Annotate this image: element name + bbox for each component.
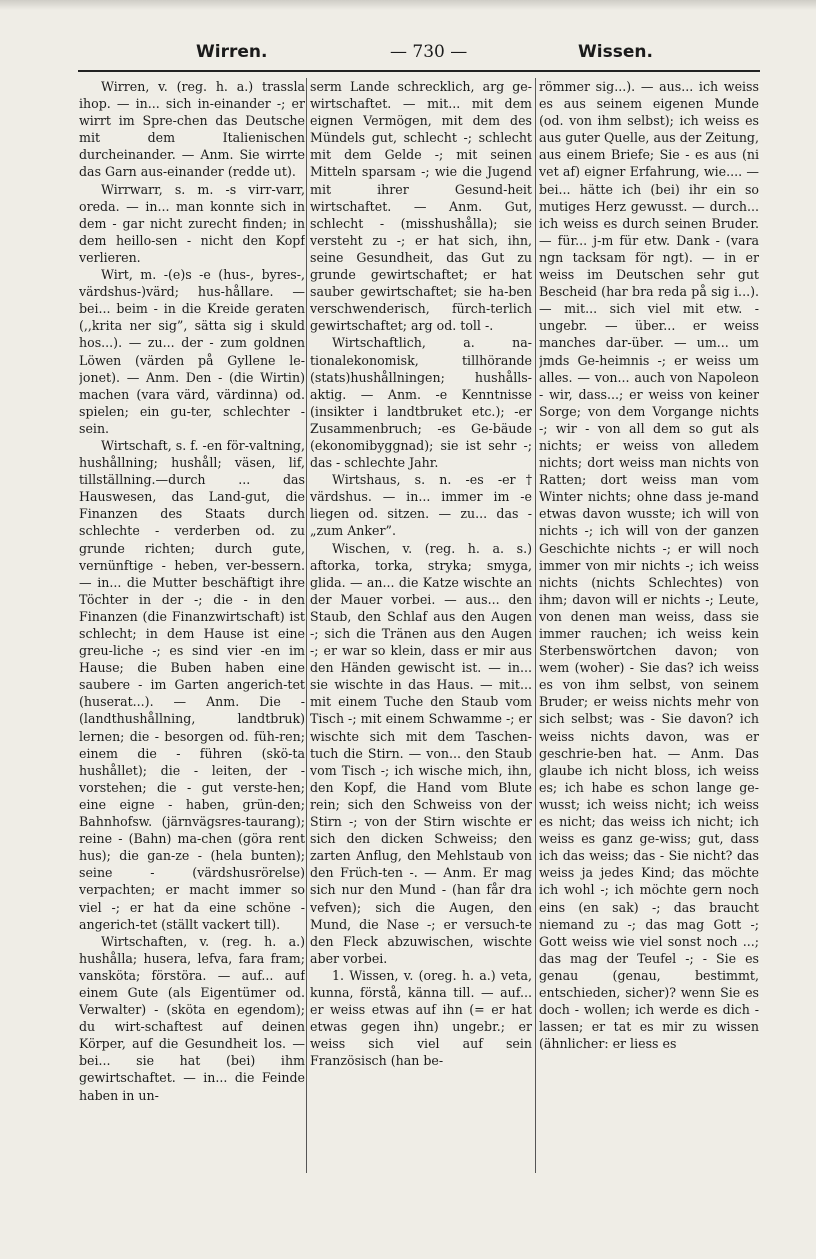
column-3	[539, 78, 759, 1178]
page-header	[60, 36, 770, 70]
column-divider	[535, 78, 536, 1173]
dictionary-entry: 1. Wissen, v. (oreg. h. a.) veta, kunna, förstå, känna till. — auf... er weiss etwas auf ihn (= er hat etwas gegen ihn) ungebr.; er weiss sich viel auf sein Französisch (han be-	[310, 967, 532, 1069]
header-right-guideword: Wissen.	[578, 42, 653, 62]
dictionary-entry: Wirtshaus, s. n. -es -er† värdshus. — in... immer im -e liegen od. sitzen. — zu... das - „zum Anker”.	[310, 472, 532, 539]
dictionary-entry: Wirtschaftlich, a. na-tionalekonomisk, tillhörande (stats)hushållningen; hushålls-aktig. — Anm. -e Kenntnisse (insikter i landtbruket etc.); -er Zusammenbruch; -es Ge-bäude (ekonomibyggnad); sie ist sehr -; das - schlechte Jahr.	[310, 335, 532, 471]
column-1	[79, 78, 305, 1178]
header-left-guideword: Wirren.	[196, 42, 268, 62]
dictionary-entry-continued: römmer sig...). — aus... ich weiss es aus seinem eigenen Munde (od. von ihm selbst); ich weiss es aus guter Quelle, aus der Zeitung, aus einem Briefe; Sie - es aus (ni vet af) eigner Erfahrung, wie.... — bei... hätte ich (bei) ihr ein so mutiges Herz gewusst. — durch... ich weiss es durch seinen Bruder. — für... j-m für etw. Dank - (vara ngn tacksam för ngt). — in er weiss im Deutschen sehr gut Bescheid (har bra reda på sig i...). — mit... sich viel mit etw. - ungebr. — über... er weiss manches dar-über. — um... um jmds Ge-heimnis -; er weiss um alles. — von... auch von Napoleon - wir, dass...; er weiss von keiner Sorge; von dem Vorgange nichts -; wir - von all dem so gut als nichts; er weiss von alledem nichts; dort weiss man nichts von Ratten; dort weiss man vom Winter nichts; ohne dass je-mand etwas davon wusste; ich will von nichts -; ich will von der ganzen Geschichte nichts -; er will noch immer von mir nichts -; ich weiss nichts (nichts Schlechtes) von ihm; davon will er nichts -; Leute, von denen man weiss, dass sie immer rauchen; ich weiss kein Sterbenswörtchen davon; von wem (woher) - Sie das? ich weiss es von ihm selbst, von seinem Bruder; er weiss nichts mehr von sich selbst; was - Sie davon? ich weiss nichts davon, was er geschrie-ben hat. — Anm. Das glaube ich nicht bloss, ich weiss es; ich habe es schon lange ge-wusst; ich weiss nicht; ich weiss es nicht; das weiss ich nicht; ich weiss es ganz ge-wiss; gut, dass ich das weiss; das - Sie nicht? das weiss ja jedes Kind; das möchte ich wohl -; ich möchte gern noch eins (en sak) -; das braucht niemand zu -; das mag Gott -; Gott weiss wie viel sonst noch ...; das mag der Teufel -; - Sie es genau (genau, bestimmt, entschieden, sicher)? wenn Sie es doch - wollen; ich werde es dich - lassen; er tat es mir zu wissen (ähnlicher: er liess es	[539, 79, 759, 1052]
dictionary-entry: Wischen, v. (reg. h. a. s.) aftorka, torka, stryka; smyga, glida. — an... die Katze wischte an der Mauer vorbei. — aus... den Staub, den Schlaf aus den Augen -; sich die Tränen aus den Augen -; er war so klein, dass er mir aus den Händen gewischt ist. — in... sie wischte in das Haus. — mit... mit einem Tuche den Staub vom Tisch -; mit einem Schwamme -; er wischte sich mit dem Taschen-tuch die Stirn. — von... den Staub vom Tisch -; ich wische mich, ihn, den Kopf, die Hand vom Blute rein; sich den Schweiss von der Stirn -; von der Stirn wischte er sich den dicken Schweiss; den zarten Anflug, den Mehlstaub von den Früch-ten -. — Anm. Er mag sich nur den Mund - (han får dra vefven); sich die Augen, den Mund, die Nase -; er versuch-te den Fleck abzuwischen, wischte aber vorbei.	[310, 540, 532, 966]
header-rule	[78, 70, 760, 72]
column-2	[310, 78, 532, 1178]
dictionary-entry: Wirren, v. (reg. h. a.) trassla ihop. — in... sich in-einander -; er wirrt im Spre-chen das Deutsche mit dem Italienischen durcheinander. — Anm. Sie wirrte das Garn aus-einander (redde ut).	[79, 79, 305, 180]
dictionary-entry: Wirrwarr, s. m. -s virr-varr, oreda. — in... man konnte sich in dem - gar nicht zurecht finden; in dem heillo-sen - nicht den Kopf verlieren.	[79, 181, 305, 265]
dictionary-entry-continued: serm Lande schrecklich, arg ge-wirtschaftet. — mit... mit dem eignen Vermögen, mit dem des Mündels gut, schlecht -; schlecht mit dem Gelde -; mit seinen Mitteln sparsam -; wie die Jugend mit ihrer Gesund-heit wirtschaftet. — Anm. Gut, schlecht - (misshushålla); sie versteht zu -; er hat sich, ihn, seine Gesundheit, das Gut zu grunde gewirtschaftet; er hat sauber gewirtschaftet; sie ha-ben verschwenderisch, fürch-terlich gewirtschaftet; arg od. toll -.	[310, 79, 532, 334]
dictionary-entry: Wirt, m. -(e)s -e (hus-, byres-, värdshus-)värd; hus-hållare. — bei... beim - in die Kreide geraten (,,krita ner sig”, sätta sig i skuld hos...). — zu... der - zum goldnen Löwen (värden på Gyllene le-jonet). — Anm. Den - (die Wirtin) machen (vara värd, värdinna) od. spielen; ein gu-ter, schlechter - sein.	[79, 267, 305, 436]
dictionary-entry: Wirtschaften, v. (reg. h. a.) hushålla; husera, lefva, fara fram; vansköta; förstöra. — auf... auf einem Gute (als Eigentümer od. Verwalter) - (sköta en egendom); du wirt-schaftest auf deinen Körper, auf die Gesundheit los. — bei... sie hat (bei) ihm gewirtschaftet. — in... die Feinde haben in un-	[79, 933, 305, 1103]
column-divider	[306, 78, 307, 1173]
dictionary-entry: Wirtschaft, s. f. -en för-valtning, hushållning; hushåll; väsen, lif, tillställning.—durch ... das Hauswesen, das Land-gut, die Finanzen des Staats durch schlechte - verderben od. zu grunde richten; durch gute, vernünftige - heben, ver-bessern. — in... die Mutter beschäftigt ihre Töchter in der -; die - in den Finanzen (die Finanzwirtschaft) ist schlecht; in dem Hause ist eine greu-liche -; es sind vier -en im Hause; die Buben haben eine saubere - im Garten angerich-tet (huserat...). — Anm. Die - (landthushållning, landtbruk) lernen; die - besorgen od. füh-ren; einem die - führen (skö-ta hushållet); die - leiten, der - vorstehen; die - gut verste-hen; eine eigne - haben, grün-den; Bahnhofsw. (järnvägsres-taurang); reine - (Bahn) ma-chen (göra rent hus); die gan-ze - (hela bunten); seine - (värdshusrörelse) verpachten; er macht immer so viel -; er hat da eine schöne - angerich-tet (ställt vackert till).	[79, 437, 305, 932]
page-number: — 730 —	[390, 42, 468, 62]
scan-top-edge	[0, 0, 816, 10]
